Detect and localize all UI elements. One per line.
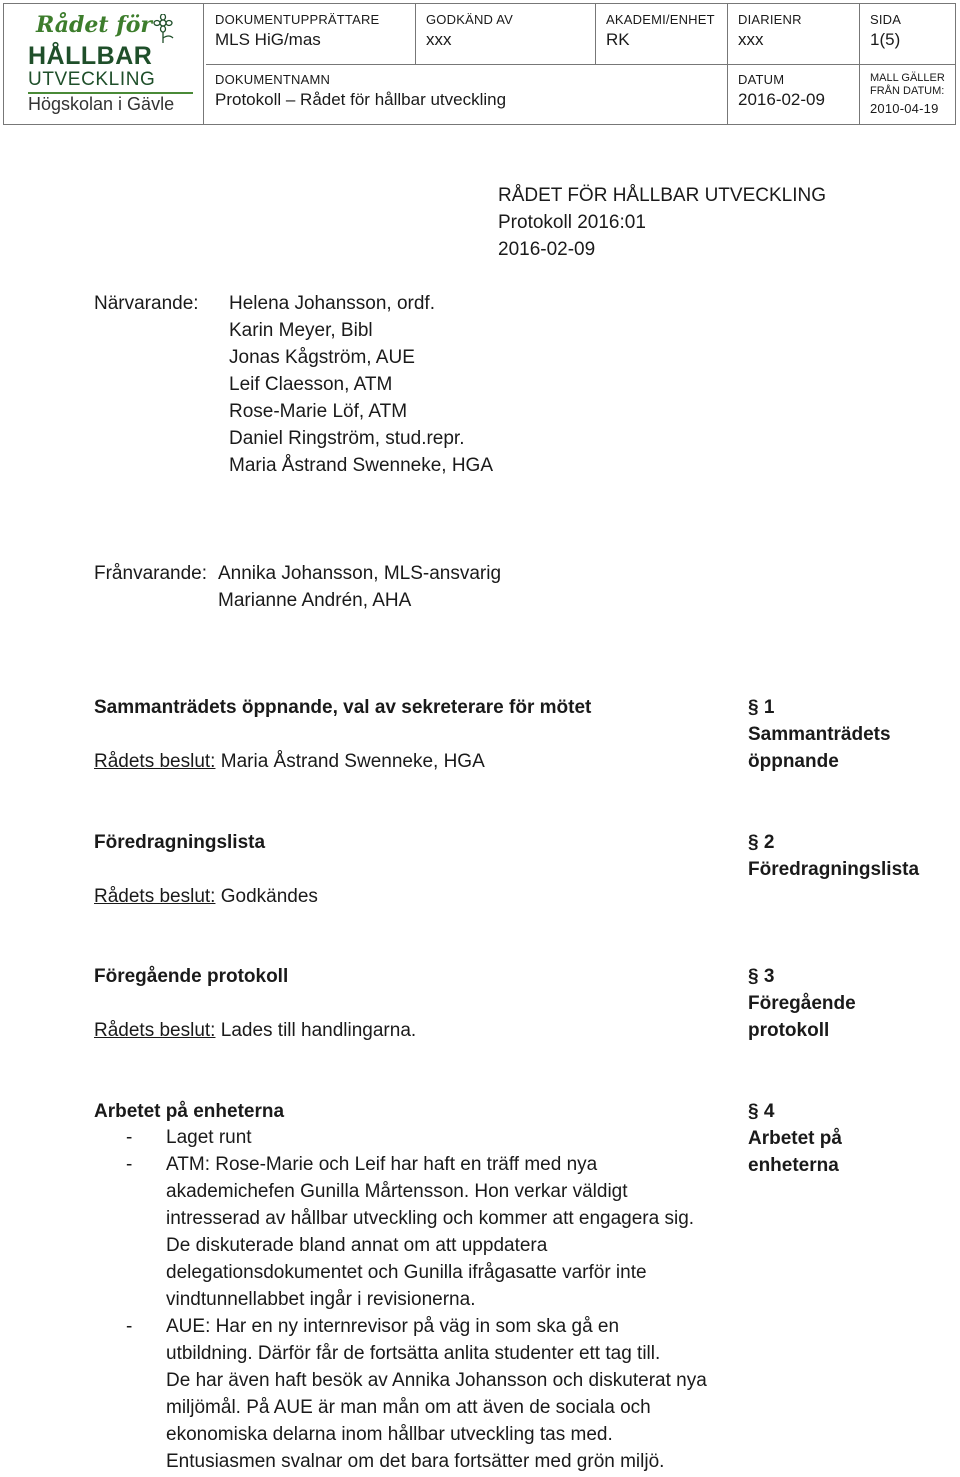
absent-label: Frånvarande: (94, 563, 208, 584)
attendee: Maria Åstrand Swenneke, HGA (229, 455, 494, 476)
paragraph-title: öppnande (748, 751, 839, 772)
list-item-text: delegationsdokumentet och Gunilla ifrågasatte varför inte (166, 1262, 647, 1283)
logo-text-1: Rådet för (36, 12, 152, 38)
list-item-text: De har även haft besök av Annika Johansson och diskuterat nya (166, 1370, 707, 1391)
logo-text-3: UTVECKLING (28, 69, 156, 90)
present-label: Närvarande: (94, 293, 199, 314)
decision-line (94, 748, 485, 775)
list-item-text: De diskuterade bland annat om att uppdatera (166, 1235, 548, 1256)
paragraph-title: Föregående (748, 993, 856, 1014)
decision-line (94, 1017, 416, 1044)
list-item-text: ATM: Rose-Marie och Leif har haft en träff med nya (166, 1154, 598, 1175)
date-value: 2016-02-09 (738, 90, 825, 109)
decision-text: Maria Åstrand Swenneke, HGA (220, 751, 485, 772)
list-item-text: Laget runt (166, 1127, 252, 1148)
flower-icon (146, 14, 180, 44)
council-title: RÅDET FÖR HÅLLBAR UTVECKLING (498, 185, 827, 206)
document-name-label: DOKUMENTNAMN (215, 72, 331, 87)
section-heading: Arbetet på enheterna (94, 1101, 285, 1122)
decision-label: Rådets beslut: (94, 886, 216, 907)
decision-text: Lades till handlingarna. (220, 1020, 417, 1041)
meeting-date: 2016-02-09 (498, 239, 596, 260)
page-label: SIDA (870, 12, 902, 27)
attendee: Karin Meyer, Bibl (229, 320, 373, 341)
registration-label: DIARIENR (738, 12, 802, 27)
report-list (94, 1124, 744, 1475)
template-label-2: FRÅN DATUM: (870, 85, 945, 97)
paragraph-number: § 3 (748, 966, 775, 987)
attendee: Daniel Ringström, stud.repr. (229, 428, 465, 449)
attendee: Helena Johansson, ordf. (229, 293, 435, 314)
list-item-text: ekonomiska delarna inom hållbar utveckling tas med. (166, 1424, 613, 1445)
list-item-text: vindtunnellabbet ingår i revisionerna. (166, 1289, 476, 1310)
decision-line (94, 883, 318, 910)
list-item-text: Entusiasmen svalnar om det bara fortsätter med grön miljö. (166, 1451, 665, 1472)
approved-value: xxx (426, 30, 452, 49)
decision-label: Rådets beslut: (94, 751, 216, 772)
council-logo (14, 12, 200, 122)
section-heading: Föregående protokoll (94, 966, 289, 987)
approved-label: GODKÄND AV (426, 12, 514, 27)
paragraph-title: Sammanträdets (748, 724, 891, 745)
paragraph-marker (748, 829, 919, 883)
logo-text-4: Högskolan i Gävle (28, 94, 175, 114)
list-item: - AUE: Har en ny internrevisor på väg in som ska gå en utbildning. Därför får de fortsätta anlita studenter ett tag till. De har även haft besök av Annika Johansson och diskuterat nya miljömål. På AUE är man mån om att även de sociala och ekonomiska delarna inom hållbar utveckling tas med. Entusiasmen svalnar om det bara fortsätter med grön miljö. (94, 1313, 744, 1475)
paragraph-marker (748, 1098, 842, 1179)
paragraph-number: § 2 (748, 832, 775, 853)
paragraph-title: protokoll (748, 1020, 830, 1041)
attendee: Jonas Kågström, AUE (229, 347, 415, 368)
list-item: - Laget runt (94, 1124, 744, 1151)
author-label: DOKUMENTUPPRÄTTARE (215, 12, 380, 27)
paragraph-number: § 4 (748, 1101, 775, 1122)
paragraph-marker (748, 963, 856, 1044)
list-item: - ATM: Rose-Marie och Leif har haft en träff med nya akademichefen Gunilla Mårtensson. Hon verkar väldigt intresserad av hållbar utveckling och kommer att engagera sig. De diskuterade bland annat om att uppdatera delegationsdokumentet och Gunilla ifrågasatte varför inte vindtunnellabbet ingår i revisionerna. (94, 1151, 744, 1313)
section-heading: Sammanträdets öppnande, val av sekreterare för mötet (94, 697, 592, 718)
template-date-value: 2010-04-19 (870, 101, 939, 116)
registration-value: xxx (738, 30, 764, 49)
document-header (3, 3, 956, 125)
attendee: Rose-Marie Löf, ATM (229, 401, 408, 422)
absentee: Annika Johansson, MLS-ansvarig (218, 563, 502, 584)
list-item-text: utbildning. Därför får de fortsätta anlita studenter ett tag till. (166, 1343, 661, 1364)
paragraph-marker (748, 694, 891, 775)
list-item-text: intresserad av hållbar utveckling och kommer att engagera sig. (166, 1208, 695, 1229)
paragraph-title: Föredragningslista (748, 859, 920, 880)
department-value: RK (606, 30, 630, 49)
paragraph-number: § 1 (748, 697, 775, 718)
section-heading: Föredragningslista (94, 832, 266, 853)
list-item-text: miljömål. På AUE är man mån om att även de sociala och (166, 1397, 651, 1418)
paragraph-title: Arbetet på (748, 1128, 842, 1149)
logo-text-2: HÅLLBAR (28, 42, 153, 70)
list-item-text: akademichefen Gunilla Mårtensson. Hon verkar väldigt (166, 1181, 628, 1202)
document-name-value: Protokoll – Rådet för hållbar utveckling (215, 90, 507, 109)
decision-label: Rådets beslut: (94, 1020, 216, 1041)
decision-text: Godkändes (220, 886, 318, 907)
author-value: MLS HiG/mas (215, 30, 321, 49)
page-value: 1(5) (870, 30, 901, 49)
protocol-number: Protokoll 2016:01 (498, 212, 646, 233)
attendee: Leif Claesson, ATM (229, 374, 393, 395)
template-label-1: MALL GÄLLER (870, 72, 945, 84)
department-label: AKADEMI/ENHET (606, 12, 715, 27)
absentee: Marianne Andrén, AHA (218, 590, 412, 611)
list-item-text: AUE: Har en ny internrevisor på väg in som ska gå en (166, 1316, 620, 1337)
date-label: DATUM (738, 72, 785, 87)
paragraph-title: enheterna (748, 1155, 839, 1176)
